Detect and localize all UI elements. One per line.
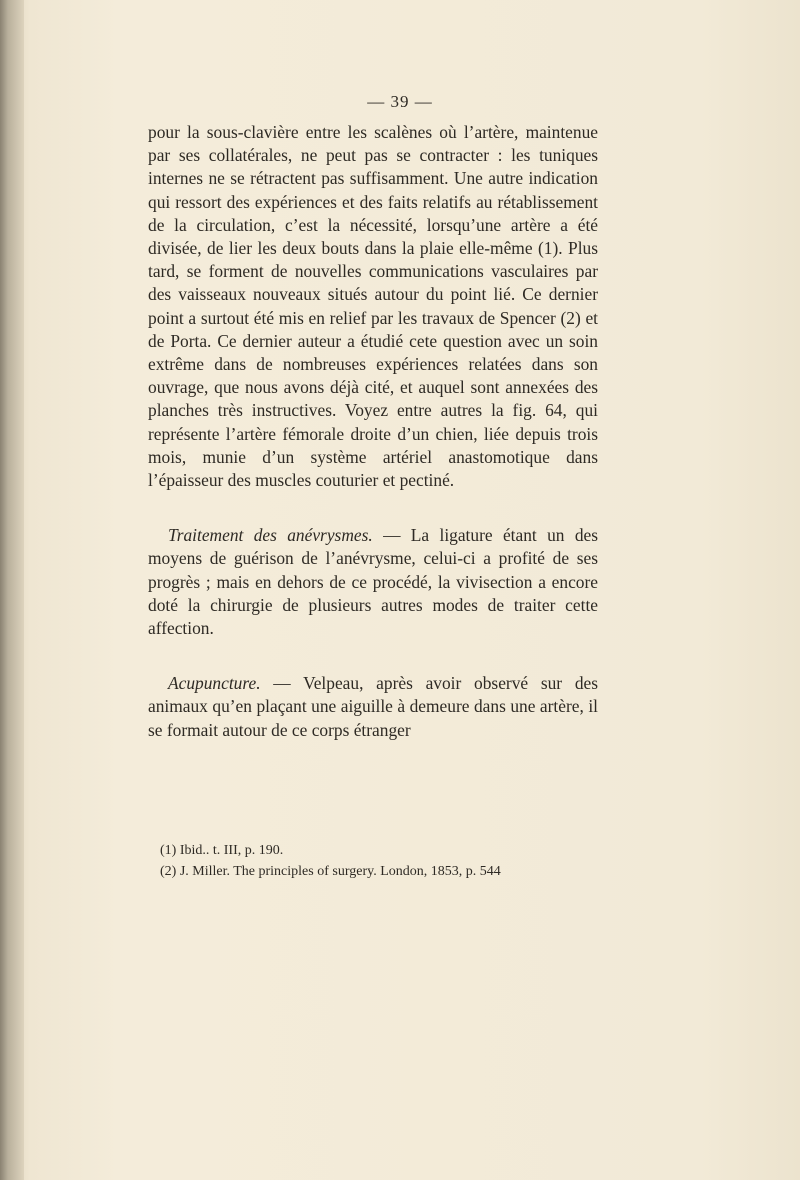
subheading-treatment-aneurysms: Traitement des anévrysmes. [168,525,373,546]
paragraph-acupuncture [148,672,598,742]
footnote-2: (2) J. Miller. The principles of surgery. London, 1853, p. 544 [160,864,501,879]
body-text [148,121,598,742]
footnote-1: (1) Ibid.. t. III, p. 190. [160,843,284,858]
paragraph-treatment-aneurysms [148,524,598,640]
paragraph-treatment-aneurysms-body: — La ligature étant un des moyens de guérison de l’anévrysme, celui-ci a profité de ses progrès ; mais en dehors de ce procédé, la vivisection a encore doté la chirurgie de plusieurs autres modes de traiter cette affection. [148,525,598,639]
paragraph-acupuncture-body: — Velpeau, après avoir observé sur des animaux qu’en plaçant une aiguille à demeure dans une artère, il se formait autour de ce corps étranger [148,673,598,740]
page-number: — 39 — [367,92,433,111]
footnotes [160,840,600,882]
subheading-acupuncture: Acupuncture. [168,673,261,694]
page-binding-edge [0,0,24,1180]
paragraph-ligature-circulation: pour la sous-clavière entre les scalènes où l’artère, maintenue par ses collatérales, ne peut pas se contracter : les tuniques internes ne se rétractent pas suffisamment. Une autre indication qui ressort des expériences et des faits relatifs au rétablissement de la circulation, c’est la nécessité, lorsqu’une artère a été divisée, de lier les deux bouts dans la plaie elle-même (1). Plus tard, se forment de nouvelles communications vasculaires par des vaisseaux nouveaux situés autour du point lié. Ce dernier point a surtout été mis en relief par les travaux de Spencer (2) et de Porta. Ce dernier auteur a étudié cete question avec un soin extrême dans de nombreuses expériences relatées dans son ouvrage, que nous avons déjà cité, et auquel sont annexées des planches très instructives. Voyez entre autres la fig. 64, qui représente l’artère fémorale droite d’un chien, liée depuis trois mois, munie d’un système artériel anastomotique dans l’épaisseur des muscles couturier et pectiné. [148,122,598,491]
